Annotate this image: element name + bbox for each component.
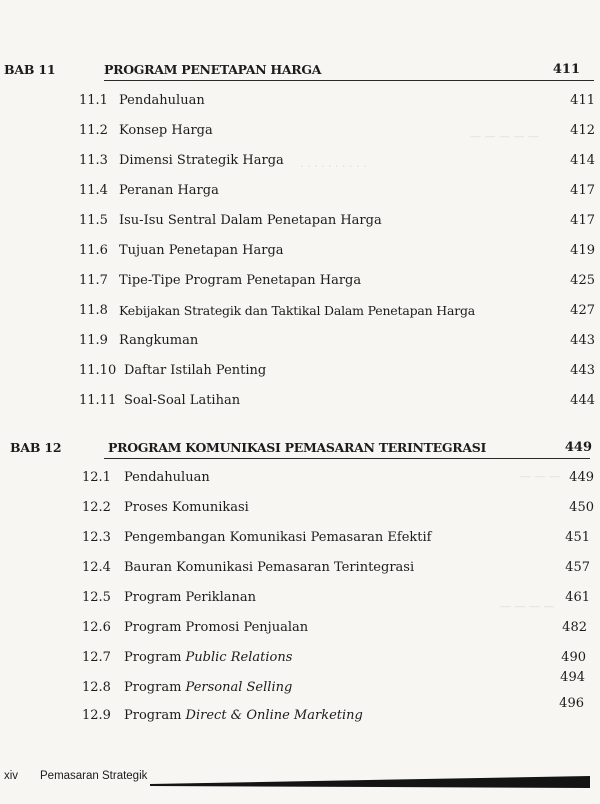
entry-title-emphasis: Direct & Online Marketing bbox=[185, 708, 363, 723]
entry-title-text: Pendahuluan bbox=[124, 470, 210, 485]
chapter-divider bbox=[104, 80, 594, 81]
toc-entry bbox=[0, 696, 600, 730]
toc-entry bbox=[0, 333, 600, 355]
toc-entry bbox=[0, 303, 600, 325]
chapter-divider bbox=[104, 458, 590, 459]
entry-title-text: Program Periklanan bbox=[124, 590, 257, 605]
entry-number: 12.4 bbox=[82, 560, 111, 575]
entry-page: 419 bbox=[570, 243, 595, 258]
entry-number: 11.1 bbox=[79, 93, 108, 108]
entry-number: 11.2 bbox=[79, 123, 108, 138]
entry-number: 12.8 bbox=[82, 680, 111, 695]
entry-title: Kebijakan Strategik dan Taktikal Dalam Penetapan Harga bbox=[119, 303, 476, 318]
entry-page: 496 bbox=[559, 696, 584, 711]
entry-number: 11.7 bbox=[79, 273, 108, 288]
toc-entry bbox=[0, 273, 600, 295]
chapter-title: PROGRAM KOMUNIKASI PEMASARAN TERINTEGRASI bbox=[108, 440, 487, 455]
entry-title-text: Proses Komunikasi bbox=[124, 500, 249, 515]
footer-page-number: xiv bbox=[4, 770, 19, 782]
chapter-label: BAB 11 bbox=[4, 62, 56, 77]
entry-number: 11.11 bbox=[79, 393, 117, 408]
entry-page: 490 bbox=[561, 650, 586, 665]
entry-number: 11.8 bbox=[79, 303, 108, 318]
entry-title-text: Bauran Komunikasi Pemasaran Terintegrasi bbox=[124, 560, 415, 575]
toc-entry bbox=[0, 93, 600, 115]
entry-number: 12.5 bbox=[82, 590, 111, 605]
entry-title: Peranan Harga bbox=[119, 183, 219, 198]
toc-entry bbox=[0, 243, 600, 265]
toc-entry bbox=[0, 363, 600, 385]
entry-number: 11.9 bbox=[79, 333, 108, 348]
entry-page: 425 bbox=[570, 273, 595, 288]
show-through-text: · · · · · · · · · · bbox=[300, 160, 367, 173]
entry-title-text: Program bbox=[124, 650, 186, 665]
entry-number: 12.3 bbox=[82, 530, 111, 545]
toc-entry bbox=[0, 530, 600, 552]
entry-title: Konsep Harga bbox=[119, 123, 213, 138]
entry-page: 443 bbox=[570, 363, 595, 378]
chapter-title: PROGRAM PENETAPAN HARGA bbox=[104, 62, 322, 77]
entry-title: Tujuan Penetapan Harga bbox=[119, 243, 284, 258]
chapter-page: 411 bbox=[552, 62, 580, 77]
entry-number: 11.10 bbox=[79, 363, 117, 378]
show-through-text: — — — — bbox=[500, 600, 555, 613]
entry-title: Dimensi Strategik Harga bbox=[119, 153, 284, 168]
entry-title-text: Program Promosi Penjualan bbox=[124, 620, 309, 635]
entry-title bbox=[124, 680, 292, 695]
toc-entry bbox=[0, 183, 600, 205]
entry-page: 444 bbox=[570, 393, 595, 408]
entry-title bbox=[124, 708, 363, 723]
entry-number: 11.6 bbox=[79, 243, 108, 258]
entry-page: 461 bbox=[565, 590, 590, 605]
entry-title-text: Pengembangan Komunikasi Pemasaran Efektif bbox=[124, 530, 432, 545]
entry-title bbox=[124, 560, 414, 575]
toc-entry bbox=[0, 500, 600, 522]
entry-number: 12.7 bbox=[82, 650, 111, 665]
entry-page: 427 bbox=[570, 303, 595, 318]
show-through-text: — — — bbox=[520, 470, 560, 483]
entry-page: 417 bbox=[570, 213, 595, 228]
footer-book-title: Pemasaran Strategik bbox=[40, 770, 148, 782]
entry-number: 12.9 bbox=[82, 708, 111, 723]
show-through-text: — — — — — bbox=[470, 130, 539, 143]
entry-title: Tipe-Tipe Program Penetapan Harga bbox=[119, 273, 362, 288]
entry-title bbox=[124, 650, 292, 665]
toc-entry bbox=[0, 123, 600, 145]
page-footer bbox=[0, 770, 600, 800]
toc-entry bbox=[0, 560, 600, 582]
toc-entry bbox=[0, 590, 600, 612]
entry-page: 494 bbox=[560, 670, 585, 685]
entry-number: 11.5 bbox=[79, 213, 108, 228]
entry-title: Isu-Isu Sentral Dalam Penetapan Harga bbox=[119, 213, 382, 228]
entry-title-text: Program bbox=[124, 708, 186, 723]
chapter-label: BAB 12 bbox=[10, 440, 62, 455]
entry-page: 443 bbox=[570, 333, 595, 348]
entry-title bbox=[124, 530, 432, 545]
entry-page: 449 bbox=[569, 470, 594, 485]
entry-number: 12.1 bbox=[82, 470, 111, 485]
entry-title: Rangkuman bbox=[119, 333, 199, 348]
entry-title bbox=[124, 470, 210, 485]
entry-page: 482 bbox=[562, 620, 587, 635]
toc-entry bbox=[0, 620, 600, 642]
toc-entry bbox=[0, 153, 600, 175]
entry-page: 411 bbox=[570, 93, 595, 108]
entry-title-emphasis: Personal Selling bbox=[185, 680, 293, 695]
entry-title-text: Program bbox=[124, 680, 186, 695]
entry-number: 12.6 bbox=[82, 620, 111, 635]
entry-number: 11.3 bbox=[79, 153, 108, 168]
chapter-page: 449 bbox=[564, 440, 592, 455]
footer-rule bbox=[150, 776, 590, 788]
toc-entry bbox=[0, 213, 600, 235]
toc-entry bbox=[0, 470, 600, 492]
entry-page: 457 bbox=[565, 560, 590, 575]
entry-number: 11.4 bbox=[79, 183, 108, 198]
entry-title bbox=[124, 500, 249, 515]
entry-page: 414 bbox=[570, 153, 595, 168]
entry-title: Daftar Istilah Penting bbox=[124, 363, 267, 378]
entry-title bbox=[124, 590, 256, 605]
entry-page: 412 bbox=[570, 123, 595, 138]
entry-title: Soal-Soal Latihan bbox=[124, 393, 241, 408]
toc-entry bbox=[0, 393, 600, 415]
entry-title bbox=[124, 620, 308, 635]
entry-title: Pendahuluan bbox=[119, 93, 205, 108]
entry-number: 12.2 bbox=[82, 500, 111, 515]
toc-entry bbox=[0, 670, 600, 702]
entry-title-emphasis: Public Relations bbox=[185, 650, 293, 665]
entry-page: 417 bbox=[570, 183, 595, 198]
toc-entry bbox=[0, 650, 600, 672]
entry-page: 450 bbox=[569, 500, 594, 515]
entry-page: 451 bbox=[565, 530, 590, 545]
